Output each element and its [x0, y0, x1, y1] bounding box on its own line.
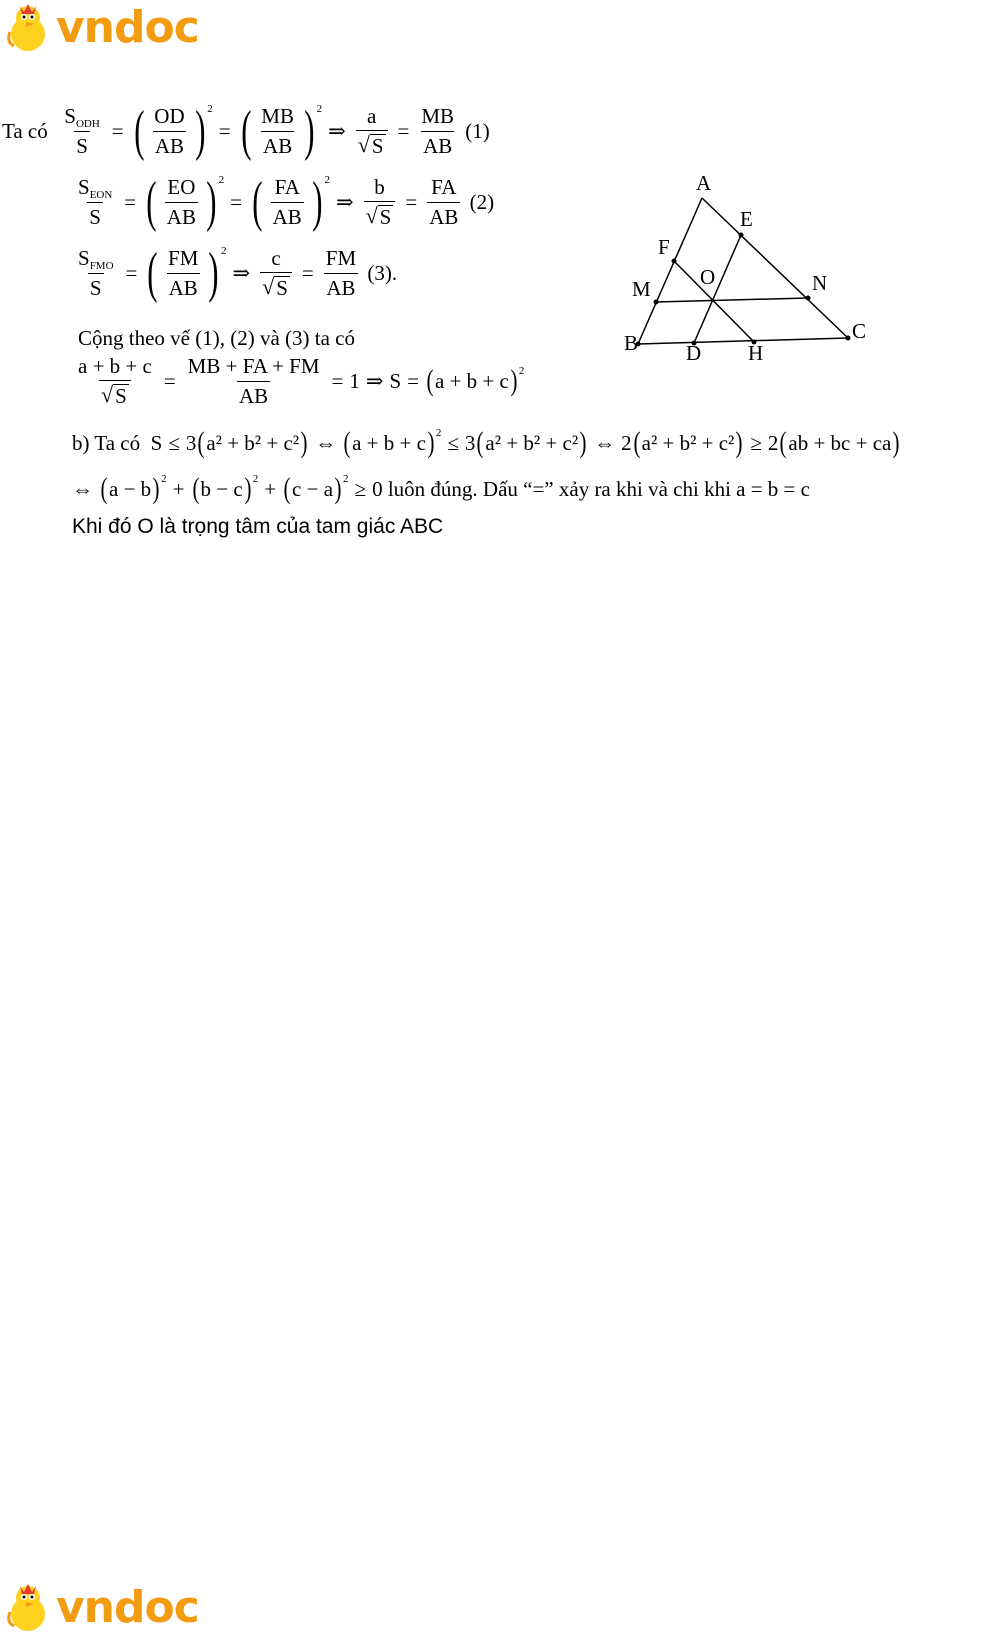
part-b-line-2: ⇔ ( a − b ) 2 + ( b − c ) 2 + ( c − a ) 2 ≥ 0 luôn đúng. Dấu “=” xảy ra khi và chi khi a = b = c [72, 472, 810, 505]
label-b: B [624, 331, 639, 355]
label-3: (3). [367, 260, 398, 285]
sum-equation: a + b + c √ S = $\frac{MB + FA + FM}{AB}$ = 1 ⇒ S = ( a + b + c ) 2 [78, 354, 525, 409]
label-c: C [852, 319, 867, 343]
edge-bc [638, 338, 848, 344]
equation-3: $\frac{\text{SFMO}}{S}$ = ( $\frac{FM}{AB}$ ) 2 ⇒ c √ S = $\frac{FM}{AB}$ (3). [78, 242, 398, 304]
frac-s-odh: $\frac{\text{SODH}}{S}$ [64, 104, 100, 158]
segment-mn [656, 298, 808, 302]
label-a: A [696, 171, 712, 195]
label-1: (1) [465, 118, 490, 143]
part-b-line-1: b) Ta có S ≤ 3 ( a² + b² + c² ) ⇔ ( a + b + c ) 2 ≤ 3 ( a² + b² + c² ) ⇔ 2 ( a² + b² + c² ) ≥ 2 ( ab + bc + ca ) [72, 426, 900, 459]
edge-ab [638, 198, 702, 344]
label-2: (2) [469, 189, 495, 214]
label-o: O [700, 265, 716, 289]
label-e: E [740, 207, 753, 231]
chicken-mascot-icon [4, 2, 52, 54]
conclusion: Khi đó O là trọng tâm của tam giác ABC [72, 515, 444, 538]
vndoc-logo-top[interactable] [4, 2, 199, 54]
edge-ac [702, 198, 848, 338]
chicken-mascot-icon [4, 1582, 52, 1634]
label-m: M [632, 277, 651, 301]
label-f: F [658, 235, 670, 259]
equation-2: $\frac{\text{SEON}}{S}$ = ( $\frac{EO}{AB}$ ) 2 = ( $\frac{FA}{AB}$ ) 2 ⇒ b √ S = $\frac{FA}{AB}$ (2) [78, 171, 495, 233]
label-h: H [748, 341, 764, 365]
intro-ta-co: Ta có [2, 118, 48, 143]
sum-text: Cộng theo vế (1), (2) và (3) ta có [78, 326, 355, 350]
vndoc-logo-bottom[interactable] [4, 1582, 199, 1634]
equation-1: Ta có $\frac{\text{SODH}}{S}$ = ( $\frac{OD}{AB}$ ) 2 = ( $\frac{MB}{AB}$ ) 2 ⇒ a √ S = $\frac{MB}{AB}$ (1) [2, 100, 490, 162]
label-n: N [812, 271, 828, 295]
logo-text: vndoc [56, 1582, 199, 1633]
logo-text: vndoc [56, 2, 199, 53]
triangle-figure [614, 160, 914, 370]
label-d: D [686, 341, 702, 365]
